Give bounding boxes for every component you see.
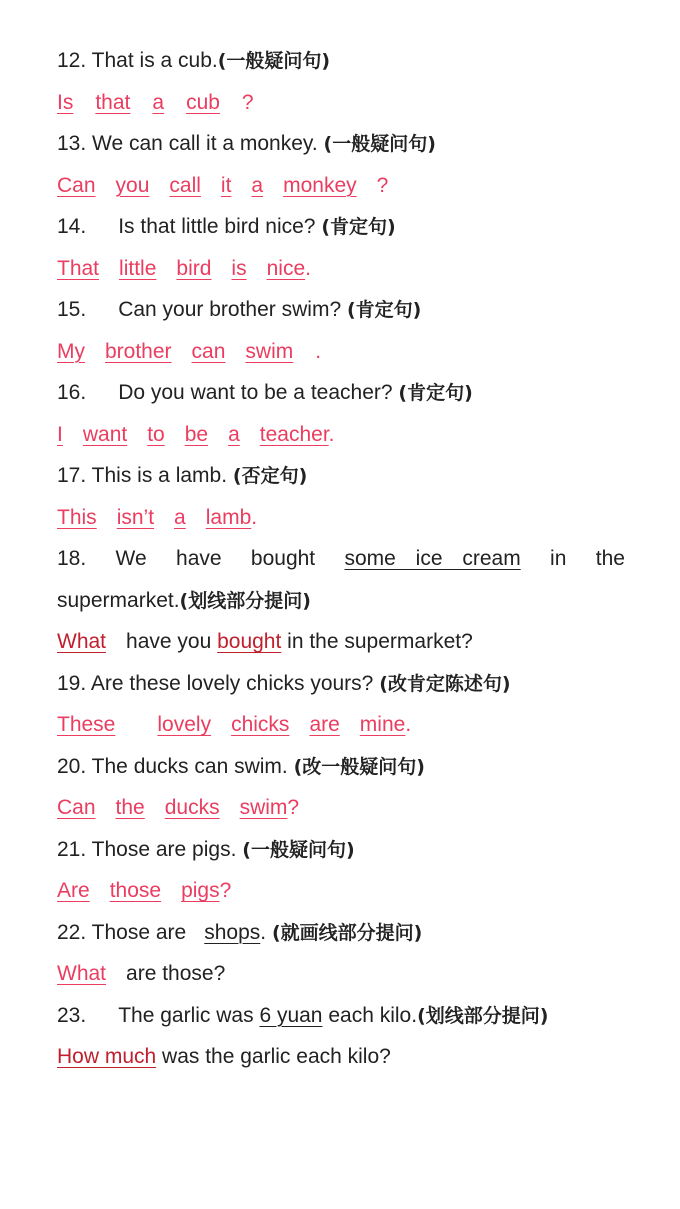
answer-word: swim [245,339,294,363]
question-text: Can your brother swim? [118,298,342,321]
answer-text: in the supermarket? [287,630,473,653]
answer-word: pigs [181,879,220,902]
question-21 [57,829,625,871]
question-text: Those are pigs. [91,837,237,861]
question-punct: . [260,920,267,944]
answer-punct: ? [241,90,254,114]
answer-word: nice [266,256,306,280]
question-note: (一般疑问句) [242,838,355,861]
question-text: The garlic was [118,1003,254,1027]
question-number: 18. [57,547,87,570]
question-number: 13. [57,132,87,155]
question-note: (一般疑问句) [217,50,331,72]
answer-word: a [228,422,240,446]
question-word: bought [250,547,316,570]
underlined-phrase: 6 yuan [259,1003,323,1027]
answer-word: teacher [259,422,329,446]
answer-word: to [147,422,165,446]
answer-word: Can [57,796,96,819]
answer-word: My [57,339,85,363]
question-number: 17. [57,464,87,487]
answer-word: These [57,713,116,736]
answer-word: chicks [231,713,290,736]
question-text: Do you want to be a teacher? [118,381,393,404]
question-number: 14. [57,215,87,238]
answer-word: What [57,630,107,653]
question-word: have [176,547,222,570]
question-text: Those are [91,920,187,944]
answer-16 [57,414,625,456]
answer-punct: . [328,422,335,446]
question-note: (划线部分提问) [417,1004,549,1027]
answer-word: a [174,505,186,529]
question-16 [57,372,625,414]
question-text: The ducks can swim. [91,754,288,778]
answer-13 [57,165,625,207]
question-text: We can call it a monkey. [92,132,318,155]
answer-17 [57,497,625,539]
question-number: 21. [57,837,87,861]
answer-word: Can [57,173,96,197]
answer-word: can [191,339,226,363]
answer-punct: . [405,713,412,736]
answer-word: lamb [205,505,252,529]
answer-23 [57,1036,625,1078]
answer-word: bird [176,256,212,280]
question-note: (划线部分提问) [179,589,311,612]
question-note: (否定句) [232,465,308,487]
answer-word: is [231,256,247,280]
answer-15 [57,331,625,373]
answer-text: have you [126,630,212,653]
question-note: (一般疑问句) [323,133,436,155]
answer-word: This [57,505,97,529]
answer-punct: . [305,256,311,280]
question-text: Are these lovely chicks yours? [90,671,374,695]
question-18-continued [57,580,625,622]
answer-word: call [169,173,201,197]
answer-text: was the garlic each kilo? [162,1045,391,1068]
answer-14 [57,248,625,290]
question-text: Is that little bird nice? [118,215,316,238]
answer-punct: ? [219,879,232,902]
exercise-page [57,40,625,1078]
answer-word: bought [217,630,282,653]
question-note: (改一般疑问句) [293,755,425,778]
answer-punct: . [251,505,258,529]
question-note: (就画线部分提问) [271,921,423,944]
question-note: (肯定句) [321,216,396,238]
answer-word: isn’t [116,505,155,529]
answer-word: lovely [157,713,212,736]
answer-word: mine [359,713,406,736]
question-18 [57,538,625,580]
question-number: 23. [57,1003,87,1027]
answer-word: I [57,422,63,446]
question-12 [57,40,625,82]
question-number: 22. [57,920,87,944]
answer-word: monkey [283,173,357,197]
answer-word: little [119,256,157,280]
question-13 [57,123,625,165]
answer-word: want [82,422,128,446]
answer-22 [57,953,625,995]
underlined-phrase: some ice cream [344,547,521,570]
question-number: 15. [57,298,87,321]
question-14 [57,206,625,248]
answer-word: that [95,90,131,114]
answer-word: you [115,173,150,197]
answer-word: That [57,256,100,280]
answer-19 [57,704,625,746]
answer-word: How much [57,1045,157,1068]
answer-20 [57,787,625,829]
answer-punct: ? [287,796,300,819]
answer-word: cub [186,90,220,114]
question-17 [57,455,625,497]
underlined-phrase: shops [204,920,261,944]
answer-word: What [57,962,107,985]
question-23 [57,995,625,1037]
answer-word: it [220,173,232,197]
answer-word: a [251,173,264,197]
question-number: 20. [57,754,87,778]
question-20 [57,746,625,788]
question-19 [57,663,625,705]
answer-punct: ? [376,173,389,197]
question-note: (肯定句) [346,299,422,321]
question-note: (改肯定陈述句) [379,672,511,695]
question-word: the [595,547,625,570]
question-text: This is a lamb. [91,464,228,487]
answer-word: ducks [164,796,220,819]
answer-word: a [152,90,165,114]
question-text: supermarket. [57,588,180,612]
answer-word: are [309,713,340,736]
question-15 [57,289,625,331]
answer-word: Is [57,90,74,114]
question-text: each kilo. [328,1003,418,1027]
question-number: 19. [57,671,87,695]
answer-word: brother [105,339,172,363]
answer-18 [57,621,625,663]
answer-word: the [115,796,145,819]
answer-12 [57,82,625,124]
answer-21 [57,870,625,912]
question-note: (肯定句) [398,382,473,404]
answer-word: swim [239,796,288,819]
answer-word: be [184,422,209,446]
question-22 [57,912,625,954]
question-word: We [115,547,147,570]
question-number: 12. [57,49,87,72]
answer-punct: . [315,339,322,363]
question-text: That is a cub. [91,49,218,72]
answer-word: those [109,879,162,902]
answer-text: are those? [126,962,226,985]
answer-word: Are [57,879,90,902]
question-number: 16. [57,381,87,404]
question-word: in [550,547,567,570]
